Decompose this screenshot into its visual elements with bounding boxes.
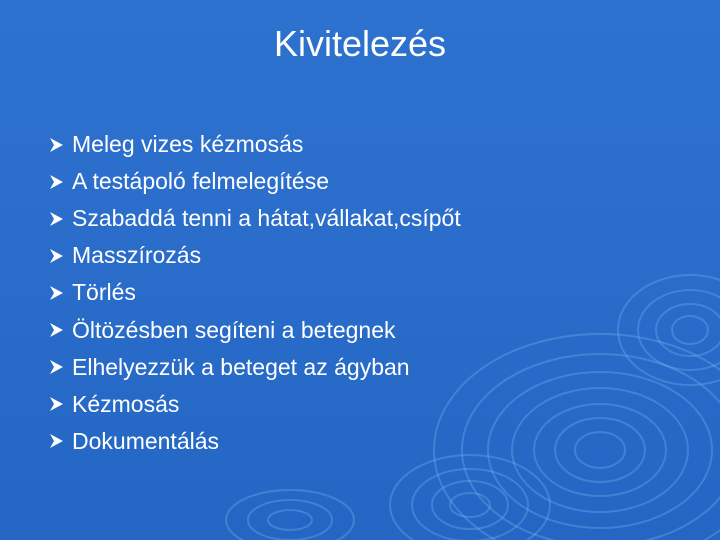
list-item — [48, 274, 461, 311]
list-item-text: Szabaddá tenni a hátat,vállakat,csípőt — [72, 205, 461, 232]
slide-title: Kivitelezés — [273, 23, 447, 64]
list-item — [48, 349, 461, 386]
list-item-text: Kézmosás — [72, 390, 180, 417]
list-item — [48, 386, 461, 423]
list-item-text: Öltözésben segíteni a betegnek — [72, 316, 396, 343]
list-item — [48, 311, 461, 348]
list-item — [48, 237, 461, 274]
list-item — [48, 126, 461, 163]
arrowhead-bullet-icon — [48, 137, 64, 153]
arrowhead-bullet-icon — [48, 248, 64, 264]
bullet-list — [48, 126, 461, 460]
list-item-text: Masszírozás — [72, 242, 202, 269]
list-item — [48, 200, 461, 237]
list-item-text: Törlés — [72, 279, 136, 306]
list-item — [48, 423, 461, 460]
arrowhead-bullet-icon — [48, 211, 64, 227]
arrowhead-bullet-icon — [48, 322, 64, 338]
arrowhead-bullet-icon — [48, 396, 64, 412]
arrowhead-bullet-icon — [48, 359, 64, 375]
list-item-text: Dokumentálás — [72, 427, 220, 454]
list-item-text: Elhelyezzük a beteget az ágyban — [72, 353, 410, 380]
list-item-text: A testápoló felmelegítése — [72, 168, 329, 195]
arrowhead-bullet-icon — [48, 285, 64, 301]
arrowhead-bullet-icon — [48, 174, 64, 190]
arrowhead-bullet-icon — [48, 433, 64, 449]
list-item-text: Meleg vizes kézmosás — [72, 131, 304, 158]
list-item — [48, 163, 461, 200]
